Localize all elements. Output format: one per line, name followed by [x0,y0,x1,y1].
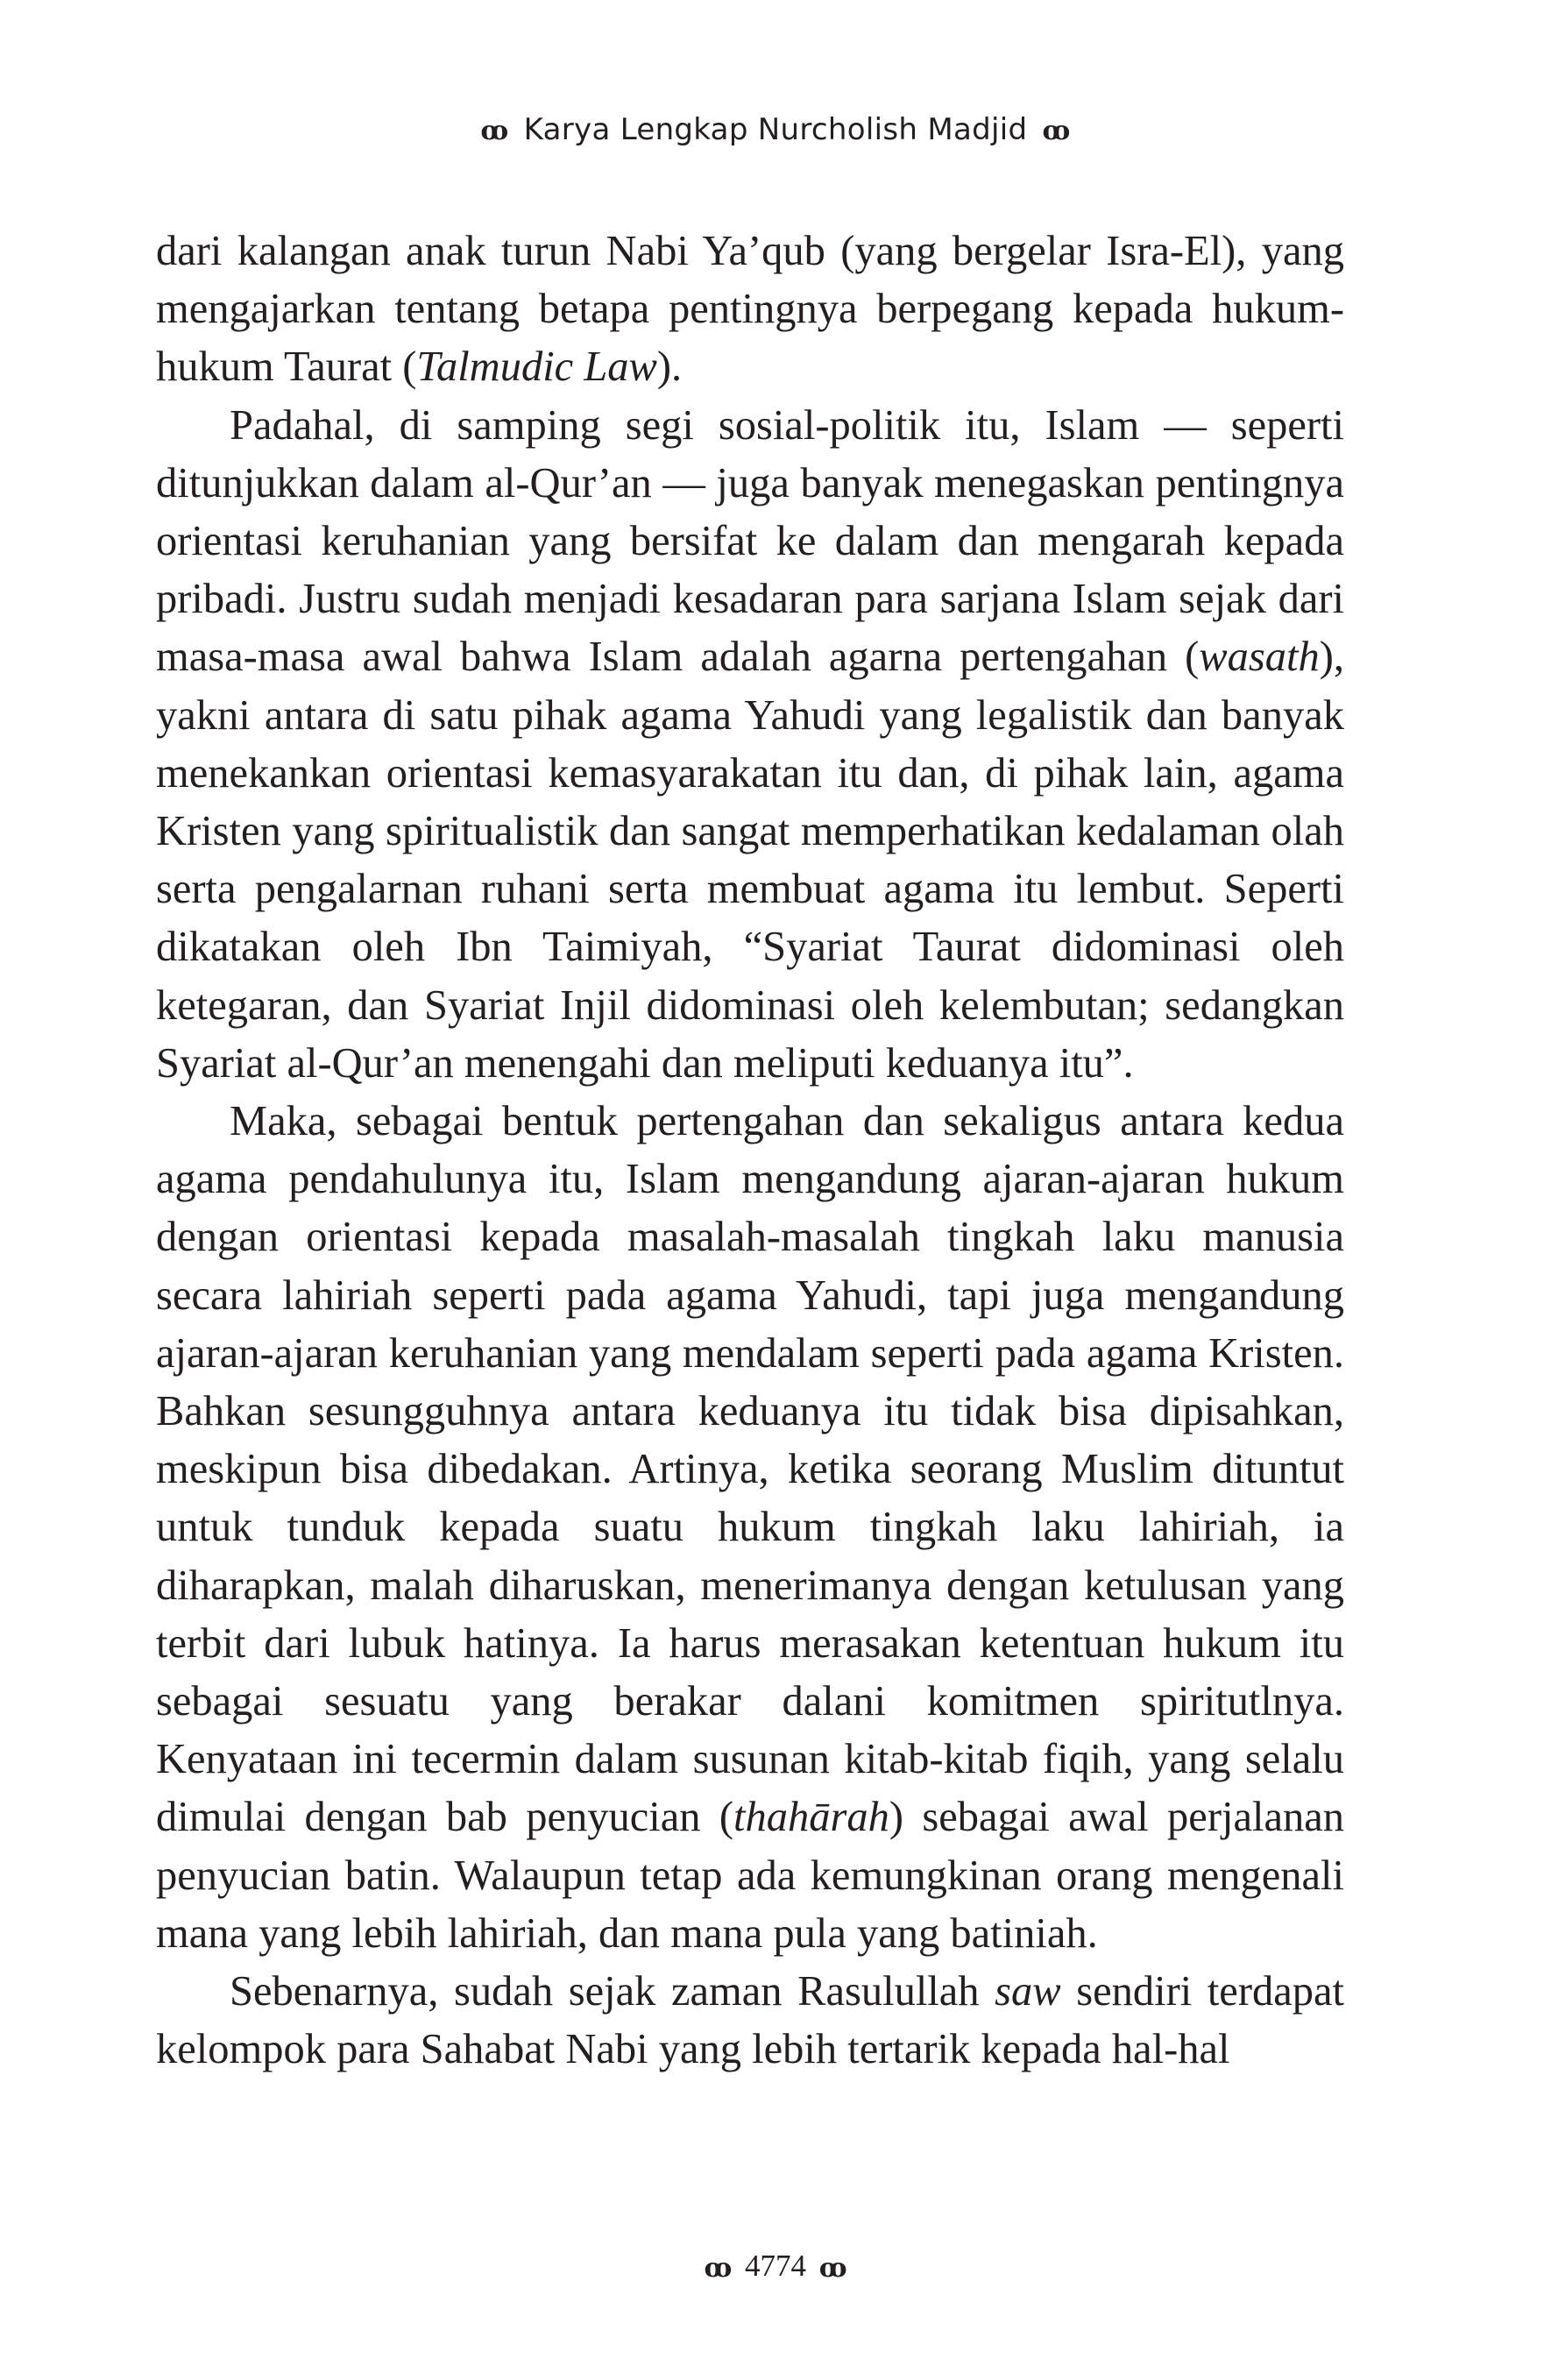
paragraph [156,1093,1344,1963]
paragraph [156,397,1344,1093]
body-text [156,223,1344,2079]
text-run: ). [656,344,683,391]
book-title: Karya Lengkap Nurcholish Madjid [523,112,1028,147]
paragraph [156,223,1344,397]
ornament-right-icon: ꝏ [1042,116,1071,146]
page-footer [0,2249,1551,2284]
italic-term: saw [995,1968,1061,2015]
page-number: 4774 [745,2249,806,2283]
footer-ornament-left-icon: ꝏ [704,2253,733,2284]
text-run: Sebenarnya, sudah sejak zaman Rasulullah [230,1968,995,2015]
text-run: ), yakni antara di satu pihak agama Yahudi yang legalistik dan banyak menekankan orientasi kemasyarakatan itu dan, di pihak lain, agama Kristen yang spiritualistik dan sangat memperhatikan kedalaman olah serta pengalarnan ruhani serta membuat agama itu lembut. Seperti dikatakan oleh Ibn Taimiyah, “Syariat Taurat didominasi oleh ketegaran, dan Syariat Injil didominasi oleh kelembutan; sedangkan Syariat al-Qur’an menengahi dan meliputi keduanya itu”. [156,634,1344,1087]
ornament-left-icon: ꝏ [480,116,509,146]
text-run: ) sebagai awal perjalanan penyucian batin. Walaupun tetap ada kemungkinan orang mengenali mana yang lebih lahiriah, dan mana pula yang batiniah. [156,1794,1344,1957]
italic-term: thahārah [733,1794,889,1841]
italic-term: Talmudic Law [416,344,657,391]
italic-term: wasath [1199,634,1320,681]
paragraph [156,1963,1344,2079]
running-header [0,112,1551,147]
text-run: Maka, sebagai bentuk pertengahan dan sekaligus antara kedua agama pendahulunya itu, Islam mengandung ajaran-ajaran hukum dengan orientasi kepada masalah-masalah tingkah laku manusia secara lahiriah seperti pada agama Yahudi, tapi juga mengandung ajaran-ajaran keruhanian yang mendalam seperti pada agama Kristen. Bahkan sesungguhnya antara keduanya itu tidak bisa dipisahkan, meskipun bisa dibedakan. Artinya, ketika seorang Muslim dituntut untuk tunduk kepada suatu hukum tingkah laku lahiriah, ia diharapkan, malah diharuskan, menerimanya dengan ketulusan yang terbit dari lubuk hatinya. Ia harus merasakan ketentuan hukum itu sebagai sesuatu yang berakar dalani komitmen spiritutlnya. Kenyataan ini tecermin dalam susunan kitab-kitab fiqih, yang selalu dimulai dengan bab penyucian ( [156,1098,1344,1841]
text-run: dari kalangan anak turun Nabi Ya’qub (yang bergelar Isra-El), yang mengajarkan tentang betapa pentingnya berpegang kepada hukum-hukum Taurat ( [156,228,1344,391]
footer-ornament-right-icon: ꝏ [818,2253,847,2284]
text-run: sendiri terdapat kelompok para Sahabat Nabi yang lebih tertarik kepada hal-hal [156,1968,1344,2073]
text-run: Padahal, di samping segi sosial-politik itu, Islam — seperti ditunjukkan dalam al-Qur’an — juga banyak menegaskan pentingnya orientasi keruhanian yang bersifat ke dalam dan mengarah kepada pribadi. Justru sudah menjadi kesadaran para sarjana Islam sejak dari masa-masa awal bahwa Islam adalah agarna pertengahan ( [156,401,1344,681]
